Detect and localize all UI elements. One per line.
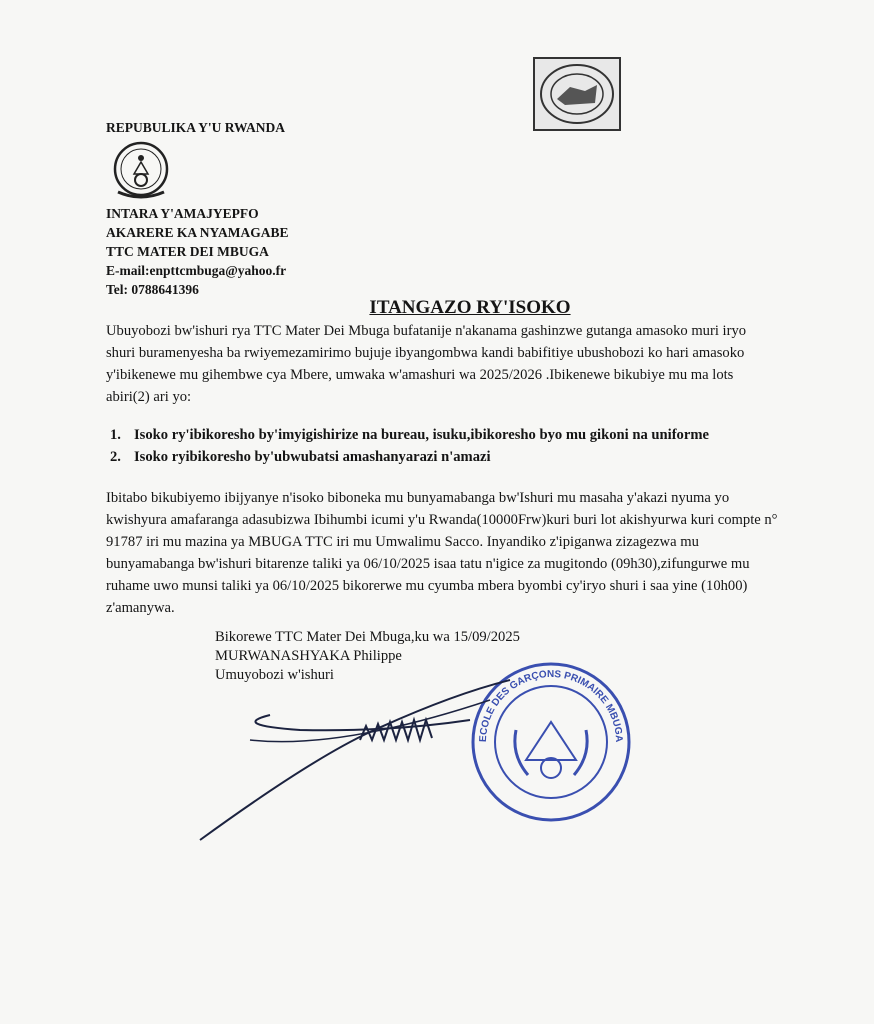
handwritten-signature [190,670,550,855]
svg-text:ECOLE DES GARÇONS PRIMAIRE MBU: ECOLE DES GARÇONS PRIMAIRE MBUGA [477,668,625,743]
signatory-role: Umuyobozi w'ishuri [215,667,334,683]
school-logo [533,57,621,131]
list-item: 2. Isoko ryibikoresho by'ubwubatsi amashanyarazi n'amazi [110,449,491,465]
list-item: 1. Isoko ry'ibikoresho by'imyigishirize na bureau, isuku,ibikoresho byo mu gikoni na uniforme [110,427,709,443]
rwanda-emblem [108,140,174,207]
telephone: Tel: 0788641396 [106,282,199,297]
lots-list [110,424,709,468]
letterhead [106,204,289,299]
province: INTARA Y'AMAJYEPFO [106,206,259,221]
document-title: ITANGAZO RY'ISOKO [369,297,571,318]
place-date: Bikorewe TTC Mater Dei Mbuga,ku wa 15/09/2025 [215,629,520,645]
email: E-mail:enpttcmbuga@yahoo.fr [106,263,287,278]
signatory-name: MURWANASHYAKA Philippe [215,648,402,664]
intro-paragraph: Ubuyobozi bw'ishuri rya TTC Mater Dei Mbuga bufatanije n'akanama gashinzwe gutanga amasoko muri iryo shuri buramenyesha ba rwiyemezamirimo bujuje ibyangombwa kandi babifitiye ubushobozi ko hari amasoko y'ibikenewe mu gihembwe cya Mbere, umwaka w'amashuri wa 2025/2026 .Ibikenewe bikubiye mu ma lots abiri(2) ari yo: [106,323,747,405]
school-name: TTC MATER DEI MBUGA [106,244,269,259]
details-paragraph: Ibitabo bikubiyemo ibijyanye n'isoko biboneka mu bunyamabanga bw'Ishuri mu masaha y'akazi nyuma yo kwishyura amafaranga adasubizwa Ibihumbi icumi y'u Rwanda(10000Frw)kuri buri lot akishyurwa kuri compte n° 91787 iri mu mazina ya MBUGA TTC iri mu Umwalimu Sacco. Inyandiko z'ipiganwa zizagezwa mu bunyamabanga bw'ishuri bitarenze taliki ya 06/10/2025 isaa tatu n'igice za mugitondo (09h30),zifungurwe mu ruhame uwo munsi taliki ya 06/10/2025 bikorerwe mu cyumba mbera byombi cy'iryo shuri i saa yine (10h00) z'amanywa. [106,490,778,616]
republic-name: REPUBULIKA Y'U RWANDA [106,120,286,135]
district: AKARERE KA NYAMAGABE [106,225,289,240]
